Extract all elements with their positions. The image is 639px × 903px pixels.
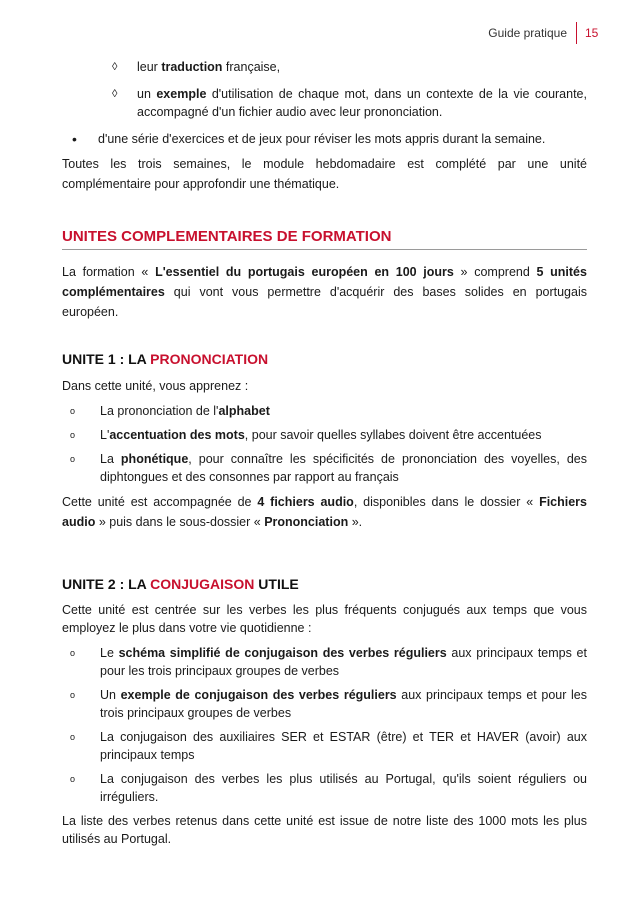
list-item: [70, 644, 587, 680]
bold-text: alphabet: [218, 404, 270, 418]
bold-text: accentuation des mots: [109, 428, 245, 442]
list-item: [70, 402, 587, 420]
circle-bullet-icon: o: [70, 454, 76, 464]
text: aux principaux temps et pour les trois principaux groupes de verbes: [100, 646, 587, 678]
circle-bullet-icon: o: [70, 648, 76, 658]
circle-bullet-icon: o: [70, 774, 76, 784]
text: Cette unité est accompagnée de: [62, 495, 258, 509]
section-paragraph: [62, 262, 587, 322]
intro-paragraph: Toutes les trois semaines, le module hebdomadaire est complété par une unité complémentaire pour approfondir une thématique.: [62, 157, 587, 191]
bold-text: exemple: [156, 87, 207, 101]
heading-highlight: PRONONCIATION: [150, 351, 269, 367]
diamond-bullet-icon: ◊: [112, 88, 118, 100]
unit1-closing: [62, 492, 587, 532]
text: La conjugaison des verbes les plus utilisés au Portugal, qu'ils soient réguliers ou irréguliers.: [100, 772, 587, 804]
text: L': [100, 428, 110, 442]
bullet-icon: •: [72, 131, 77, 147]
heading-highlight: CONJUGAISON: [150, 576, 255, 592]
list-item: [72, 130, 587, 148]
header-title: Guide pratique: [488, 26, 567, 40]
bold-text: 4 fichiers audio: [257, 495, 354, 509]
heading-text: UNITE 1 : LA: [62, 351, 151, 367]
bold-text: exemple de conjugaison des verbes réguliers: [120, 688, 397, 702]
text: La formation «: [62, 265, 156, 279]
text: La conjugaison des auxiliaires SER et ESTAR (être) et TER et HAVER (avoir) aux principaux temps: [100, 730, 587, 762]
text: aux principaux temps et pour les trois principaux groupes de verbes: [100, 688, 587, 720]
circle-bullet-icon: o: [70, 732, 76, 742]
text: leur: [137, 60, 162, 74]
unit2-intro: Cette unité est centrée sur les verbes les plus fréquents conjugués aux temps que vous employez le plus dans votre vie quotidienne :: [62, 603, 587, 635]
list-item: [70, 426, 587, 444]
text: » puis dans le sous-dossier «: [95, 515, 265, 529]
bold-text: traduction: [161, 60, 223, 74]
bold-text: 5 unités complémentaires: [62, 265, 587, 299]
list-item: [70, 770, 587, 806]
text: d'utilisation de chaque mot, dans un contexte de la vie courante, accompagné d'un fichier audio avec leur prononciation.: [137, 87, 587, 119]
text: » comprend: [453, 265, 537, 279]
text: , disponibles dans le dossier «: [353, 495, 540, 509]
unit2-heading: [62, 576, 587, 592]
unit2-list: [70, 644, 587, 806]
diamond-bullet-icon: ◊: [112, 61, 118, 73]
circle-bullet-icon: o: [70, 406, 76, 416]
page-content: [62, 58, 587, 848]
bold-text: L'essentiel du portugais européen en 100 jours: [155, 265, 454, 279]
text: française,: [222, 60, 281, 74]
unit1-heading: [62, 351, 587, 367]
section-heading: UNITES COMPLEMENTAIRES DE FORMATION: [62, 228, 587, 250]
intro-sub-list: [112, 58, 587, 121]
circle-bullet-icon: o: [70, 430, 76, 440]
bold-text: Prononciation: [264, 515, 349, 529]
bold-text: Fichiers audio: [62, 495, 587, 529]
text: un: [137, 87, 157, 101]
page-number: 15: [577, 22, 639, 44]
text: Le: [100, 646, 119, 660]
text: ».: [348, 515, 363, 529]
text: qui vont vous permettre d'acquérir des bases solides en portugais européen.: [62, 285, 587, 319]
heading-text: UTILE: [254, 576, 299, 592]
list-item: [70, 686, 587, 722]
text: La: [100, 452, 121, 466]
bold-text: phonétique: [120, 452, 189, 466]
heading-text: UNITE 2 : LA: [62, 576, 151, 592]
list-item: [70, 450, 587, 486]
page-header: [488, 21, 639, 45]
list-item: [112, 58, 587, 76]
text: , pour connaître les spécificités de prononciation des voyelles, des diphtongues et des consonnes par rapport au français: [100, 452, 587, 484]
unit2-closing: La liste des verbes retenus dans cette unité est issue de notre liste des 1000 mots les plus utilisés au Portugal.: [62, 814, 587, 846]
text: La prononciation de l': [100, 404, 219, 418]
bold-text: schéma simplifié de conjugaison des verbes réguliers: [118, 646, 447, 660]
list-item: [70, 728, 587, 764]
intro-bullet-list: [72, 130, 587, 148]
unit1-list: [70, 402, 587, 486]
unit1-intro: Dans cette unité, vous apprenez :: [62, 379, 249, 393]
text: , pour savoir quelles syllabes doivent être accentuées: [244, 428, 542, 442]
circle-bullet-icon: o: [70, 690, 76, 700]
text: d'une série d'exercices et de jeux pour réviser les mots appris durant la semaine.: [98, 132, 546, 146]
list-item: [112, 85, 587, 121]
text: Un: [100, 688, 121, 702]
